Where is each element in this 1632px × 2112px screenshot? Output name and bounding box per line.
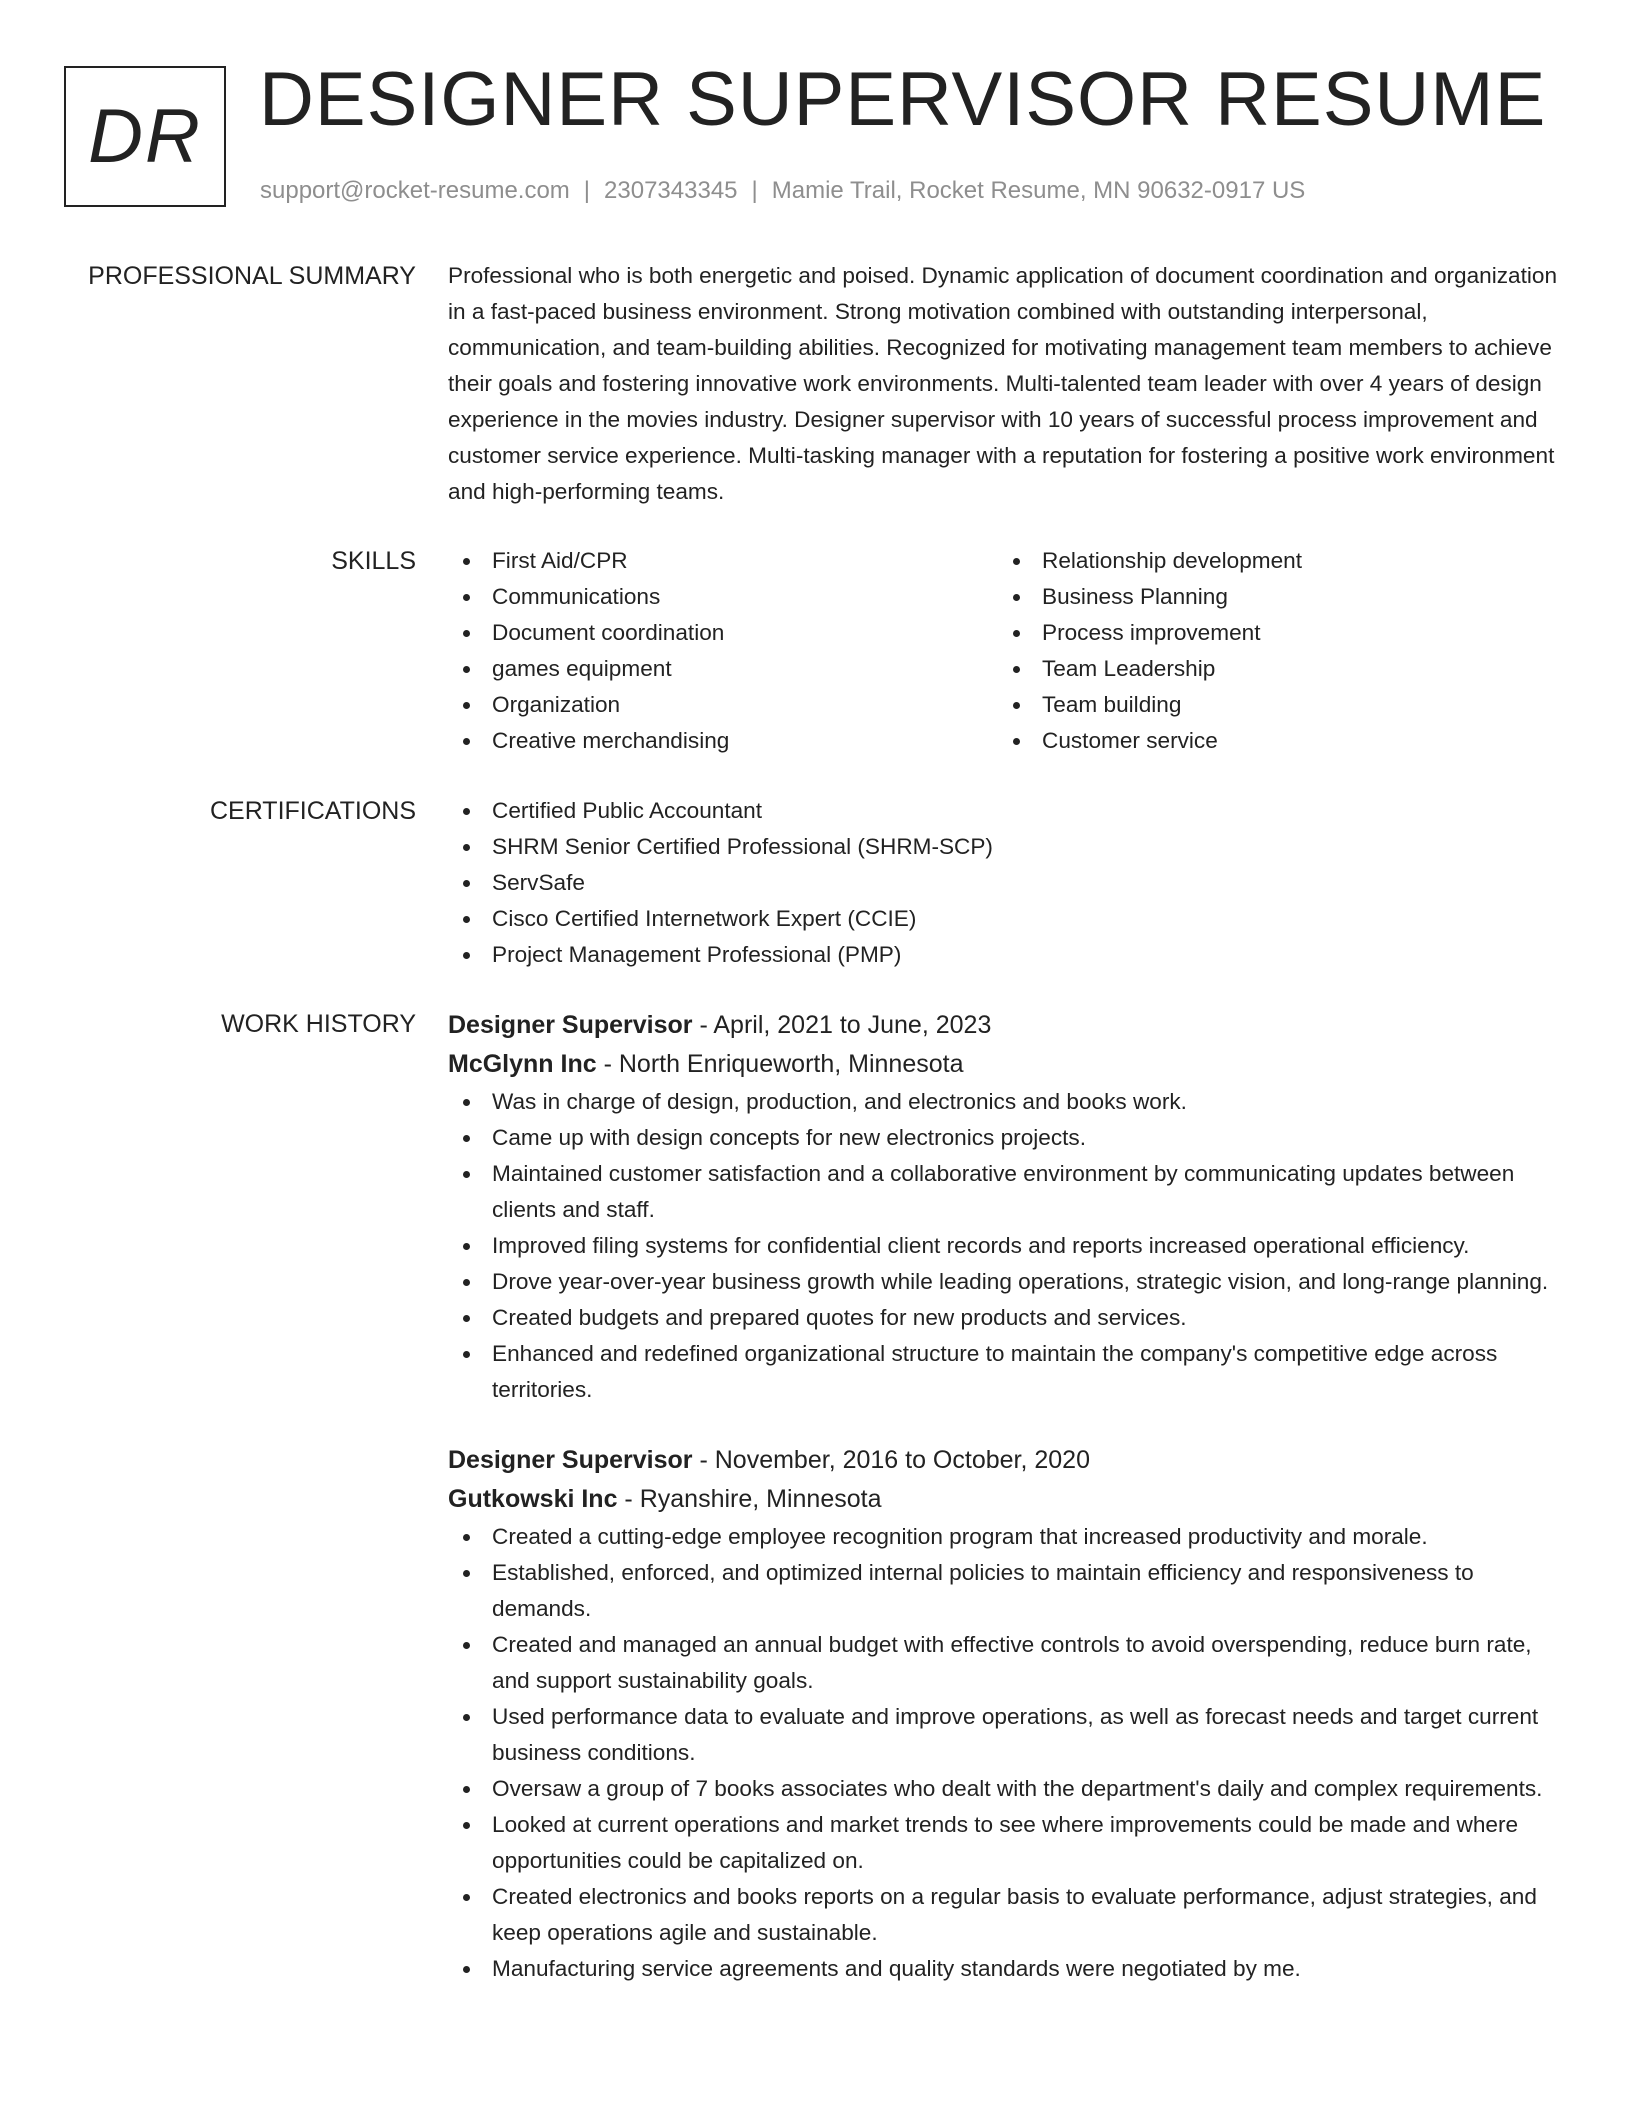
job-bullet: Created and managed an annual budget with effective controls to avoid overspending, reduce burn rate, and support sustainability goals. [448,1627,1568,1699]
job-company-line [448,1045,1568,1084]
job-bullet: Was in charge of design, production, and electronics and books work. [448,1084,1568,1120]
summary-text: Professional who is both energetic and poised. Dynamic application of document coordination and organization in a fast-paced business environment. Strong motivation combined with outstanding interpersonal, communication, and team-building abilities. Recognized for motivating management team members to achieve their goals and fostering innovative work environments. Multi-talented team leader with over 4 years of design experience in the movies industry. Designer supervisor with 10 years of successful process improvement and customer service experience. Multi-tasking manager with a reputation for fostering a positive work environment and high-performing teams. [448,263,1558,504]
skills-grid [448,543,1568,759]
job-bullet: Established, enforced, and optimized internal policies to maintain efficiency and responsiveness to demands. [448,1555,1568,1627]
job-bullet: Created electronics and books reports on a regular basis to evaluate performance, adjust strategies, and keep operations agile and sustainable. [448,1879,1568,1951]
job-bullet: Looked at current operations and market trends to see where improvements could be made and where opportunities could be capitalized on. [448,1807,1568,1879]
job-bullet: Created budgets and prepared quotes for new products and services. [448,1300,1568,1336]
job-bullet: Oversaw a group of 7 books associates who dealt with the department's daily and complex requirements. [448,1771,1568,1807]
skill-item: Document coordination [448,615,998,651]
skills-list-left [448,543,998,759]
certification-item: Project Management Professional (PMP) [448,937,1568,973]
job-bullet: Used performance data to evaluate and improve operations, as well as forecast needs and target current business conditions. [448,1699,1568,1771]
job-bullet: Improved filing systems for confidential client records and reports increased operational efficiency. [448,1228,1568,1264]
job-title-line [448,1441,1568,1480]
job-title: Designer Supervisor [448,1011,693,1039]
contact-email[interactable]: support@rocket-resume.com [260,177,570,204]
job-bullet: Created a cutting-edge employee recognition program that increased productivity and morale. [448,1519,1568,1555]
skill-item: Customer service [998,723,1548,759]
contact-separator: | [751,177,758,204]
job-dates: - November, 2016 to October, 2020 [692,1446,1090,1474]
job-company: McGlynn Inc [448,1050,597,1078]
skill-item: Process improvement [998,615,1548,651]
job-bullets [448,1519,1568,1987]
skill-item: Team Leadership [998,651,1548,687]
job-dates: - April, 2021 to June, 2023 [692,1011,992,1039]
monogram-box [64,66,226,207]
certification-item: ServSafe [448,865,1568,901]
job-company: Gutkowski Inc [448,1485,618,1513]
skill-item: Communications [448,579,998,615]
job-title: Designer Supervisor [448,1446,693,1474]
contact-line [260,174,1305,208]
skill-item: Creative merchandising [448,723,998,759]
certification-item: SHRM Senior Certified Professional (SHRM-SCP) [448,829,1568,865]
contact-address: Mamie Trail, Rocket Resume, MN 90632-0917 US [771,177,1306,204]
job-entry [448,1441,1568,1987]
skill-item: Organization [448,687,998,723]
skill-item: Team building [998,687,1548,723]
job-bullets [448,1084,1568,1408]
contact-phone[interactable]: 2307343345 [604,177,738,204]
job-bullet: Drove year-over-year business growth while leading operations, strategic vision, and long-range planning. [448,1264,1568,1300]
job-bullet: Came up with design concepts for new electronics projects. [448,1120,1568,1156]
certifications-heading: CERTIFICATIONS [209,797,416,825]
summary-heading: PROFESSIONAL SUMMARY [88,262,416,290]
job-title-line [448,1006,1568,1045]
certifications-list [448,793,1568,973]
resume-title: DESIGNER SUPERVISOR RESUME [259,57,1547,142]
job-bullet: Manufacturing service agreements and quality standards were negotiated by me. [448,1951,1568,1987]
skills-heading: SKILLS [331,547,416,575]
skill-item: Relationship development [998,543,1548,579]
certification-item: Certified Public Accountant [448,793,1568,829]
job-location: - North Enriqueworth, Minnesota [596,1050,964,1078]
job-bullet: Maintained customer satisfaction and a collaborative environment by communicating updates between clients and staff. [448,1156,1568,1228]
skill-item: games equipment [448,651,998,687]
job-company-line [448,1480,1568,1519]
job-location: - Ryanshire, Minnesota [617,1485,882,1513]
certification-item: Cisco Certified Internetwork Expert (CCIE) [448,901,1568,937]
skill-item: First Aid/CPR [448,543,998,579]
job-bullet: Enhanced and redefined organizational structure to maintain the company's competitive edge across territories. [448,1336,1568,1408]
skills-list-right [998,543,1548,759]
monogram-initials: DR [88,93,202,179]
job-entry [448,1006,1568,1408]
contact-separator: | [583,177,591,204]
work-history-heading: WORK HISTORY [221,1010,416,1038]
skill-item: Business Planning [998,579,1548,615]
